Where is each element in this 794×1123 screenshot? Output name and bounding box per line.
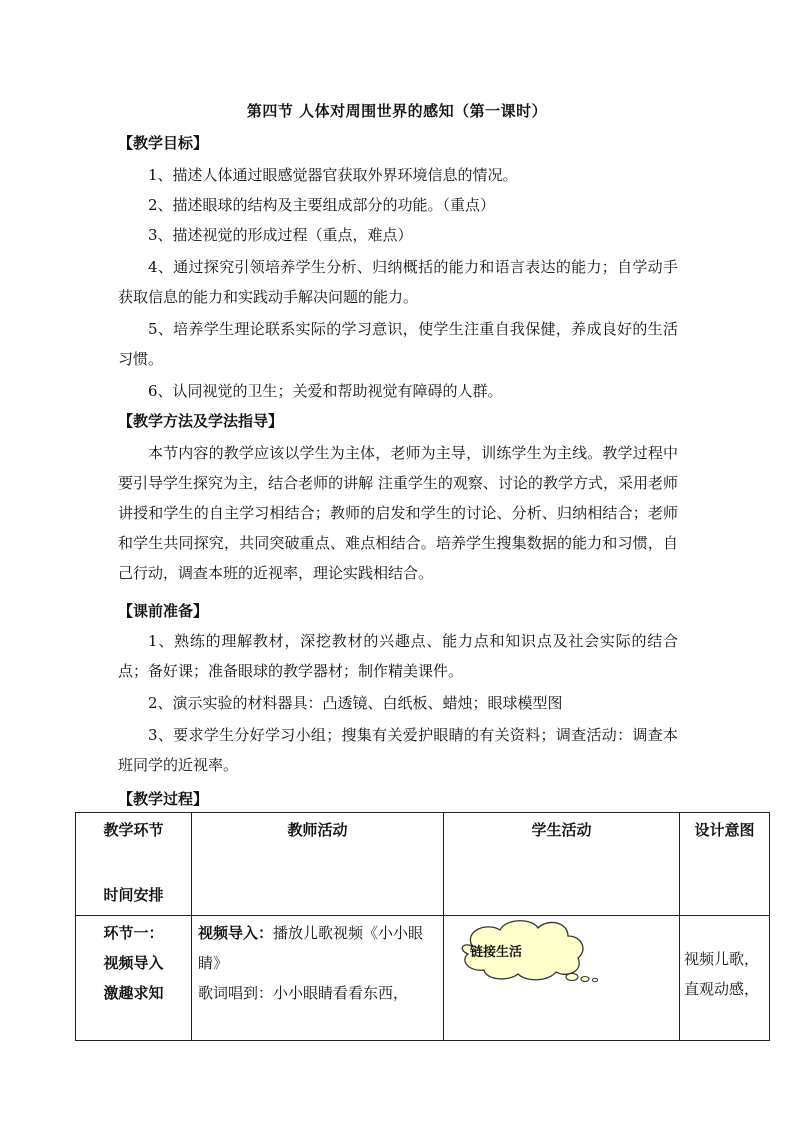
cloud-bubble-2 bbox=[581, 977, 589, 982]
stage-cell bbox=[76, 916, 192, 1041]
student-callout bbox=[444, 916, 672, 1012]
table-header-row bbox=[76, 813, 770, 916]
goal-item-5: 5、培养学生理论联系实际的学习意识，使学生注重自我保健，养成良好的生活习惯。 bbox=[118, 320, 678, 368]
prep-item-3: 3、要求学生分好学习小组；搜集有关爱护眼睛的有关资料；调查活动：调查本班同学的近视率。 bbox=[118, 726, 678, 774]
stage-line-2: 视频导入 bbox=[103, 954, 164, 972]
page-title: 第四节 人体对周围世界的感知（第一课时） bbox=[246, 102, 548, 120]
header-student: 学生活动 bbox=[444, 813, 680, 916]
header-stage-label: 教学环节 bbox=[103, 821, 164, 839]
teaching-process-table bbox=[75, 812, 770, 1041]
teacher-cell bbox=[192, 916, 444, 1041]
design-line-1: 视频儿歌， bbox=[684, 950, 760, 968]
section-heading-prep: 【课前准备】 bbox=[118, 602, 209, 620]
header-stage bbox=[76, 813, 192, 916]
goal-item-4: 4、通过探究引领培养学生分析、归纳概括的能力和语言表达的能力；自学动手获取信息的能力和实践动手解决问题的能力。 bbox=[118, 258, 678, 306]
goal-item-2: 2、描述眼球的结构及主要组成部分的功能。（重点） bbox=[148, 196, 496, 214]
teacher-line-3: 歌词唱到：小小眼睛看看东西， bbox=[198, 984, 409, 1002]
prep-item-2: 2、演示实验的材料器具：凸透镜、白纸板、蜡烛；眼球模型图 bbox=[148, 694, 563, 712]
section-heading-methods: 【教学方法及学法指导】 bbox=[118, 412, 284, 430]
section-heading-goals: 【教学目标】 bbox=[118, 134, 209, 152]
cloud-callout-shape bbox=[444, 916, 672, 1012]
goal-item-6: 6、认同视觉的卫生；关爱和帮助视觉有障碍的人群。 bbox=[148, 382, 503, 400]
header-time-label: 时间安排 bbox=[103, 886, 164, 904]
teacher-text-1: 播放儿歌视频《小小眼 bbox=[273, 924, 424, 942]
cloud-bubble-3 bbox=[592, 978, 597, 982]
header-teacher: 教师活动 bbox=[192, 813, 444, 916]
section-heading-process: 【教学过程】 bbox=[118, 790, 209, 808]
header-design: 设计意图 bbox=[680, 813, 770, 916]
goal-item-1: 1、描述人体通过眼感觉器官获取外界环境信息的情况。 bbox=[148, 166, 518, 184]
teacher-label: 视频导入： bbox=[198, 924, 274, 942]
table-row bbox=[76, 916, 770, 1041]
design-cell bbox=[680, 916, 770, 1041]
goal-item-3: 3、描述视觉的形成过程（重点，难点） bbox=[148, 226, 413, 244]
stage-line-3: 激趣求知 bbox=[103, 984, 164, 1002]
cloud-bubble-1 bbox=[566, 974, 578, 981]
callout-text: 链接生活 bbox=[470, 945, 523, 960]
student-cell bbox=[444, 916, 680, 1041]
stage-line-1: 环节一： bbox=[103, 924, 164, 942]
teacher-line-2: 睛》 bbox=[198, 954, 229, 972]
teacher-line-1 bbox=[198, 918, 439, 948]
prep-item-1: 1、熟练的理解教材，深挖教材的兴趣点、能力点和知识点及社会实际的结合点；备好课；准备眼球的教学器材；制作精美课件。 bbox=[118, 632, 678, 680]
design-line-2: 直观动感， bbox=[684, 980, 760, 998]
methods-paragraph: 本节内容的教学应该以学生为主体，老师为主导，训练学生为主线。教学过程中要引导学生探究为主，结合老师的讲解 注重学生的观察、讨论的教学方式，采用老师讲授和学生的自主学习相结合；教师的启发和学生的讨论、分析、归纳相结合；老师和学生共同探究，共同突破重点、难点相结合。培养学生搜集数据的能力和习惯，自己行动，调查本班的近视率，理论实践相结合。 bbox=[118, 444, 678, 582]
